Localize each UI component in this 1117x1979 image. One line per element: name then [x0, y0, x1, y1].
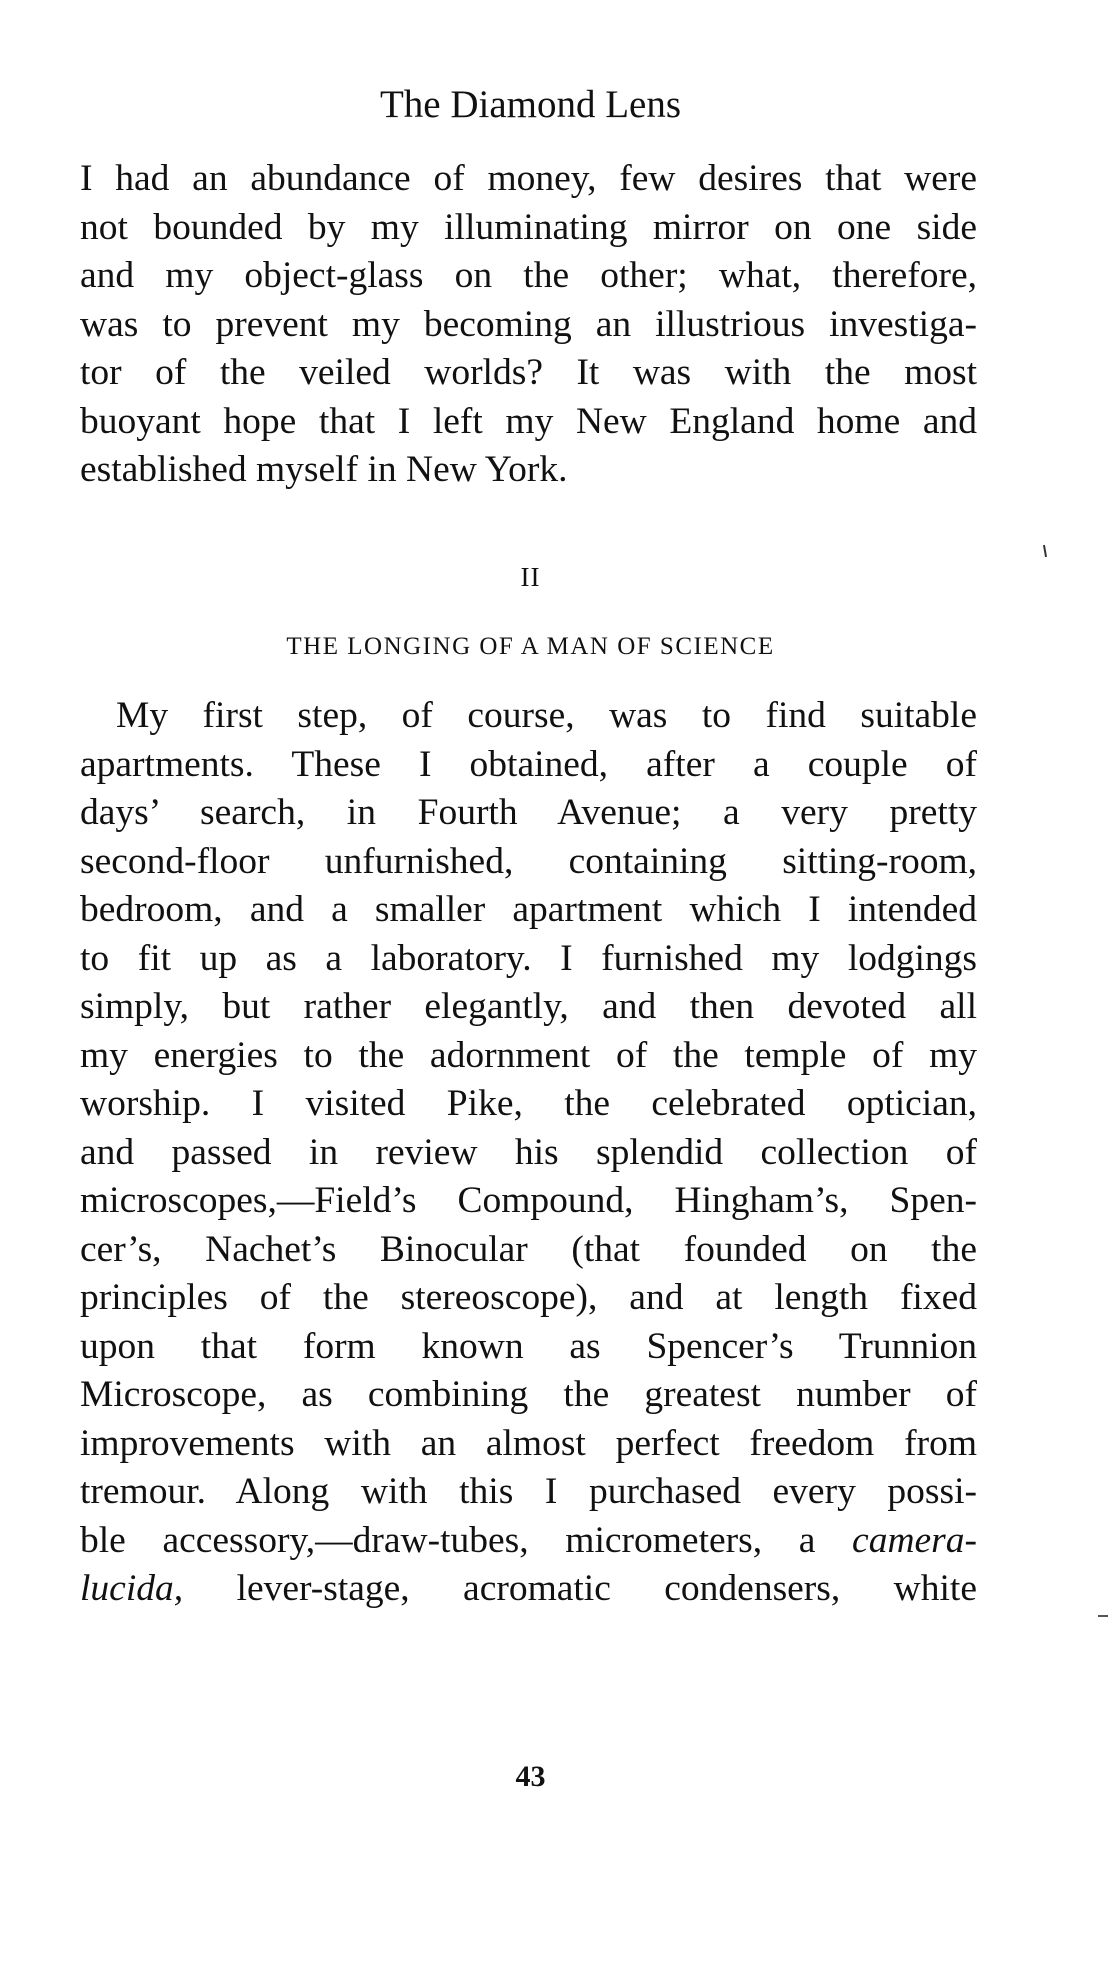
page-number: 43: [515, 1760, 546, 1793]
text-line: tremour. Along with this I purchased every possi-: [80, 1471, 977, 1512]
running-title: The Diamond Lens: [379, 83, 682, 126]
chapter-title: THE LONGING OF A MAN OF SCIENCE: [286, 633, 775, 660]
paragraph-2: [80, 692, 977, 1614]
text-line: Microscope, as combining the greatest number of: [80, 1374, 977, 1415]
text-line: my energies to the adornment of the temple of my: [80, 1034, 977, 1076]
text-line: and passed in review his splendid collection of: [80, 1131, 977, 1173]
text-line: upon that form known as Spencer’s Trunnion: [80, 1325, 977, 1367]
text-line: was to prevent my becoming an illustrious investiga-: [80, 303, 977, 345]
paragraph-1: [80, 155, 977, 495]
text-line: buoyant hope that I left my New England home and: [80, 400, 977, 442]
italic-term: camera-: [852, 1519, 977, 1561]
italic-term: lucida,: [80, 1568, 184, 1609]
text-line: bedroom, and a smaller apartment which I intended: [80, 889, 977, 930]
text-fragment: lever-stage, acromatic condensers, white: [183, 1568, 977, 1609]
text-line: and my object-glass on the other; what, therefore,: [80, 255, 977, 296]
text-line: second-floor unfurnished, containing sitting-room,: [80, 840, 977, 882]
text-line: [80, 1517, 977, 1566]
text-line: improvements with an almost perfect freedom from: [80, 1422, 977, 1464]
text-line: principles of the stereoscope), and at length fixed: [80, 1277, 977, 1318]
chapter-number: II: [520, 562, 541, 592]
text-line: not bounded by my illuminating mirror on one side: [80, 206, 977, 248]
text-line: apartments. These I obtained, after a couple of: [80, 743, 977, 785]
text-line: cer’s, Nachet’s Binocular (that founded on the: [80, 1228, 977, 1270]
text-line: worship. I visited Pike, the celebrated optician,: [80, 1083, 977, 1124]
text-line: simply, but rather elegantly, and then devoted all: [80, 986, 977, 1027]
text-line: tor of the veiled worlds? It was with the most: [80, 352, 977, 393]
text-line: days’ search, in Fourth Avenue; a very pretty: [80, 792, 977, 833]
text-line: to fit up as a laboratory. I furnished my lodgings: [80, 937, 977, 979]
scan-speck: [1043, 545, 1047, 557]
scan-speck: [1098, 1615, 1108, 1617]
text-line: [80, 1565, 977, 1614]
text-line: My first step, of course, was to find suitable: [116, 695, 977, 736]
text-line: I had an abundance of money, few desires that were: [80, 158, 977, 199]
text-line: established myself in New York.: [80, 449, 568, 490]
text-fragment: ble accessory,—draw-tubes, micrometers, a: [80, 1519, 816, 1561]
text-line: microscopes,—Field’s Compound, Hingham’s, Spen-: [80, 1180, 977, 1221]
